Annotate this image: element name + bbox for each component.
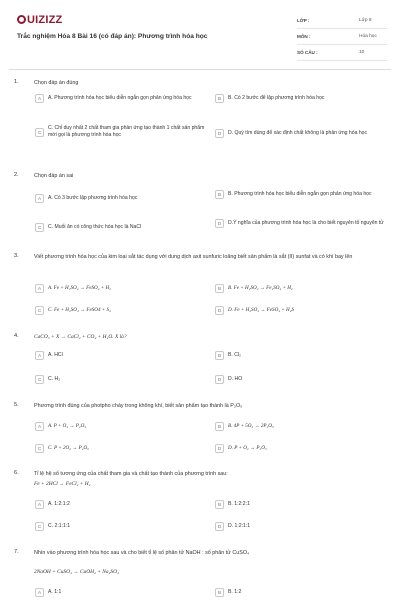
worksheet-header <box>0 0 400 60</box>
option-c[interactable] <box>35 306 210 315</box>
option-a[interactable] <box>35 194 210 203</box>
option-c[interactable] <box>35 444 210 453</box>
option-text: A. Phương trình hóa học biểu diễn ngắn gọn phản ứng hóa học <box>48 95 192 101</box>
option-b[interactable] <box>215 190 390 199</box>
option-text: B. Fe + H₂SO₄ → Fe₂SO₄ + H₂ <box>228 285 293 291</box>
option-text: B. Có 2 bước để lập phương trình hóa học <box>228 95 325 101</box>
question-text: Chọn đáp án đúng <box>34 80 79 86</box>
option-d[interactable] <box>215 129 390 138</box>
option-text: C. H₂ <box>48 376 61 382</box>
option-text: C. Chỉ duy nhất 2 chất tham gia phản ứng tạo thành 1 chất sản phẩm mới gọi là phương trình hóa học <box>48 125 205 138</box>
option-d[interactable] <box>215 444 390 453</box>
option-text: B. 1:2 <box>228 589 242 595</box>
question-text: CaCO₃ + X → CaCl₂ + CO₂ + H₂O. X là? <box>34 334 127 340</box>
option-c[interactable] <box>35 522 210 531</box>
option-text: D. P + O₂ → P₂O₃ <box>228 445 267 451</box>
option-text: C. Muối ăn có công thức hóa học là NaCl <box>48 224 142 230</box>
option-b[interactable] <box>215 351 390 360</box>
option-letter-box[interactable]: A <box>35 500 44 509</box>
option-text: B. Cl₂ <box>228 352 242 358</box>
question-number: 3. <box>14 253 19 259</box>
option-text: A. Có 3 bước lập phương trình hóa học <box>48 195 138 201</box>
option-letter-box[interactable]: A <box>35 94 44 103</box>
option-text: B. 1:2:2:1 <box>228 501 250 507</box>
question-text: Viết phương trình hóa học của kim loại sắt tác dụng với dung dịch axit sunfuric loãng biết sản phẩm là sắt (II) sunfat và có khí bay lên <box>34 254 353 260</box>
option-a[interactable] <box>35 422 210 431</box>
meta-value: Lớp 8 <box>359 18 372 23</box>
option-text: C. Fe + H₂SO₄ → FeSO4 + S₂ <box>48 307 111 313</box>
option-letter-box[interactable]: D <box>215 522 224 531</box>
question-number: 4. <box>14 333 19 339</box>
quizizz-logo <box>17 14 62 26</box>
question-equation: Fe + 2HCl → FeCl₂ + H₂ <box>34 481 91 487</box>
option-text: A. 1:1 <box>48 589 62 595</box>
option-letter-box[interactable]: B <box>215 588 224 597</box>
option-text: D.Ý nghĩa của phương trình hóa học là cho biết nguyên tố nguyên tử <box>228 220 384 226</box>
option-letter-box[interactable]: A <box>35 351 44 360</box>
question-number: 7. <box>14 549 19 555</box>
option-letter-box[interactable]: D <box>215 129 224 138</box>
option-a[interactable] <box>35 94 210 103</box>
option-letter-box[interactable]: B <box>215 190 224 199</box>
meta-row-class <box>297 13 387 29</box>
option-b[interactable] <box>215 284 390 293</box>
option-d[interactable] <box>215 306 390 315</box>
option-letter-box[interactable]: B <box>215 422 224 431</box>
question-equation: 2NaOH + CuSO₄ → CuOH₂ + Na₂SO₄ <box>34 569 119 575</box>
option-letter-box[interactable]: D <box>215 444 224 453</box>
option-b[interactable] <box>215 94 390 103</box>
option-c[interactable] <box>35 375 210 384</box>
option-letter-box[interactable]: C <box>35 444 44 453</box>
option-b[interactable] <box>215 500 390 509</box>
meta-value: Hóa học <box>359 34 377 39</box>
question-number: 5. <box>14 402 19 408</box>
meta-label: SỐ CÂU : <box>297 50 318 55</box>
option-letter-box[interactable]: A <box>35 422 44 431</box>
meta-value: 10 <box>359 50 365 55</box>
option-letter-box[interactable]: A <box>35 588 44 597</box>
question-text: Chọn đáp án sai <box>34 173 74 179</box>
option-text: A. 1:2:1:2 <box>48 501 70 507</box>
option-letter-box[interactable]: C <box>35 306 44 315</box>
option-letter-box[interactable]: C <box>35 128 44 137</box>
option-letter-box[interactable]: B <box>215 94 224 103</box>
meta-row-subject <box>297 29 387 45</box>
option-d[interactable] <box>215 375 390 384</box>
option-letter-box[interactable]: A <box>35 284 44 293</box>
option-text: B. 4P + 5O₂ → 2P₂O₅ <box>228 423 274 429</box>
option-a[interactable] <box>35 588 210 597</box>
option-letter-box[interactable]: C <box>35 375 44 384</box>
option-text: A. Fe + H₂SO₄ → FeSO₄ + H₂ <box>48 285 111 291</box>
option-text: A. HCl <box>48 352 63 358</box>
question-number: 2. <box>14 172 19 178</box>
page-title: Trắc nghiệm Hóa 8 Bài 16 (có đáp án): Phương trình hóa học <box>17 33 208 40</box>
option-letter-box[interactable]: C <box>35 223 44 232</box>
option-text: A. P + O₂ → P₂O₅ <box>48 423 87 429</box>
meta-table <box>297 13 387 61</box>
option-text: D. HO <box>228 376 243 382</box>
option-a[interactable] <box>35 351 210 360</box>
option-d[interactable] <box>215 522 390 531</box>
option-c[interactable] <box>35 125 210 139</box>
option-letter-box[interactable]: B <box>215 284 224 293</box>
option-d[interactable] <box>215 219 390 228</box>
option-a[interactable] <box>35 500 210 509</box>
logo-text: UIZIZZ <box>27 14 63 26</box>
option-c[interactable] <box>35 223 210 232</box>
option-letter-box[interactable]: A <box>35 194 44 203</box>
option-text: C. P + 2O₂ → P₂O₅ <box>48 445 89 451</box>
option-a[interactable] <box>35 284 210 293</box>
question-text: Phương trình đúng của photpho cháy trong không khí, biết sản phẩm tạo thành là P₂O₅ <box>34 403 243 409</box>
header-divider <box>9 69 391 70</box>
option-text: B. Phương trình hóa học biểu diễn ngắn gọn phản ứng hóa học <box>228 191 372 197</box>
meta-row-count <box>297 45 387 61</box>
option-letter-box[interactable]: D <box>215 375 224 384</box>
option-letter-box[interactable]: C <box>35 522 44 531</box>
question-text: Tỉ lệ hệ số tương ứng của chất tham gia và chất tạo thành của phương trình sau: <box>34 471 228 477</box>
option-letter-box[interactable]: B <box>215 500 224 509</box>
meta-label: MÔN : <box>297 34 311 39</box>
option-b[interactable] <box>215 422 390 431</box>
option-text: D. Quỳ tím dùng để xác định chất không là phản ứng hóa học <box>228 130 368 136</box>
question-number: 6. <box>14 470 19 476</box>
option-letter-box[interactable]: D <box>215 219 224 228</box>
logo-q-icon <box>17 15 26 24</box>
option-b[interactable] <box>215 588 390 597</box>
question-text: Nhìn vào phương trình hóa học sau và cho biết tỉ lệ số phân tử NaOH : số phân tử CuSO₄ <box>34 550 250 556</box>
option-letter-box[interactable]: D <box>215 306 224 315</box>
option-text: C. 2:1:1:1 <box>48 523 71 529</box>
option-text: D. Fe + H₂SO₄ → FeSO₄ + H₂S <box>228 307 295 313</box>
meta-label: LỚP : <box>297 18 310 23</box>
option-letter-box[interactable]: B <box>215 351 224 360</box>
option-text: D. 1:2:1:1 <box>228 523 251 529</box>
question-number: 1. <box>14 79 19 85</box>
